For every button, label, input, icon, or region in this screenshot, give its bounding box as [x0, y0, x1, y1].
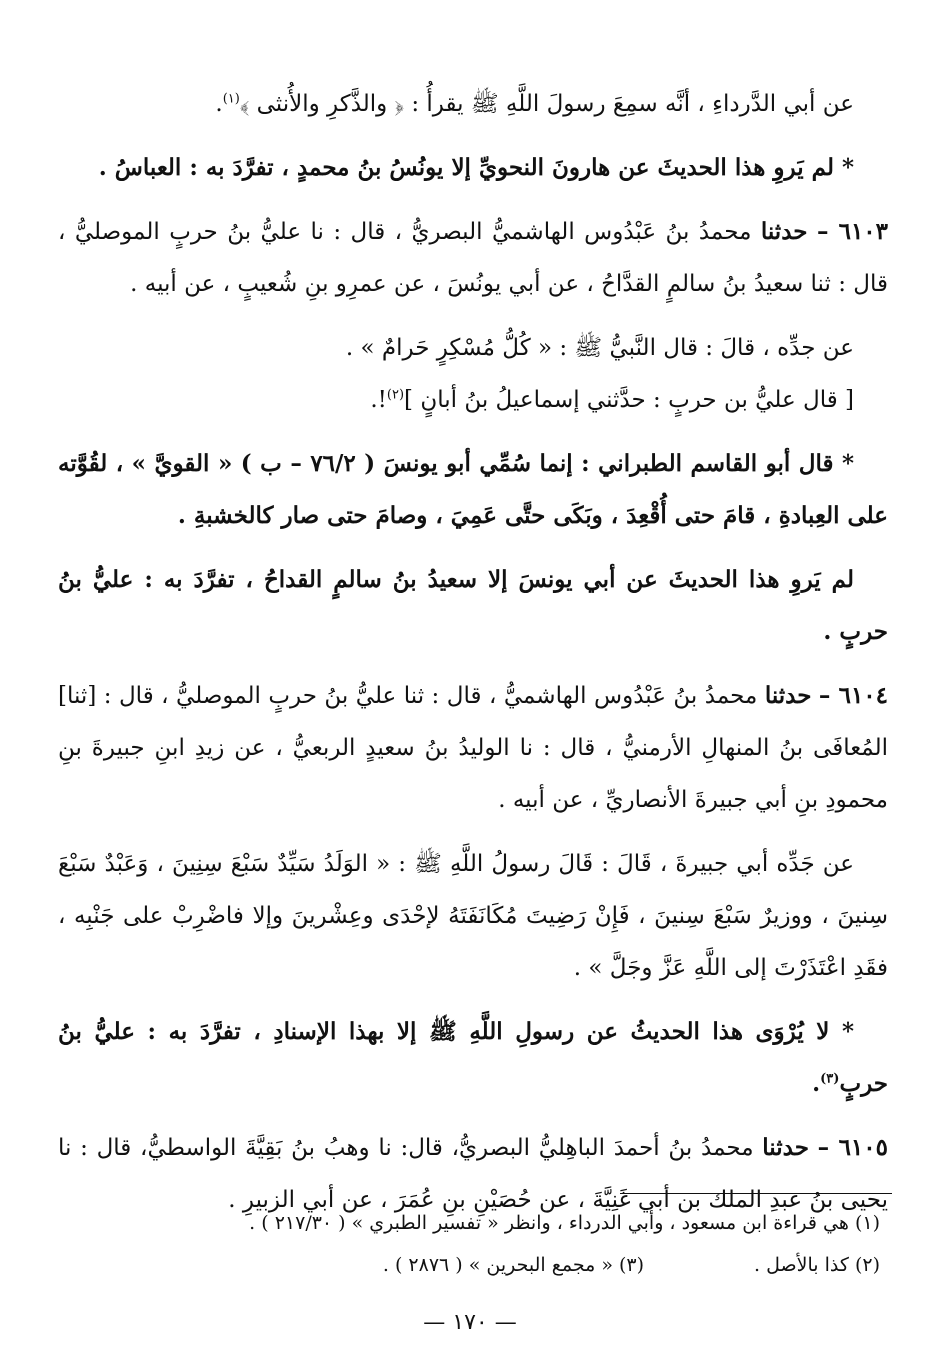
footnotes	[58, 1202, 880, 1286]
hadith-6103-text: محمدُ بنُ عَبْدُوس الهاشميُّ البصريُّ ، قال : نا عليُّ بنُ حربٍ الموصليُّ ، قال : ثنا سعيدُ بنُ سالمٍ القدَّاحُ ، عن أبي يونُسَ ، عن عمرِو بنِ شُعيبٍ ، عن أبيه .	[58, 219, 888, 297]
hadith-number: ٦١٠٥ –	[817, 1134, 888, 1161]
paragraph-9-text: عن جَدِّه أبي جبيرةَ ، قَالَ : قَالَ رسولُ اللَّهِ ﷺ : « الوَلَدُ سَيِّدٌ سَبْعَ سِنِينَ ، وَعَبْدٌ سَبْعَ سِنينَ ، ووزيرٌ سَبْعَ سِنينَ ، فَإِنْ رَضِيتَ مُكَانَفَتَهُ لإحْدَى وعِشْرينَ وإلا فاضْرِبْ على جَنْبِه ، فقَدِ اعْتَذَرْتَ إلى اللَّهِ عَزَّ وجَلَّ » .	[58, 851, 888, 981]
paragraph-1	[58, 78, 888, 130]
hadith-label: حدثنا	[760, 218, 808, 245]
footnote-row-2	[58, 1244, 880, 1286]
footnote-2: (٢) كذا بالأصل .	[754, 1254, 880, 1276]
paragraph-10	[58, 1006, 888, 1110]
paragraph-7	[58, 554, 888, 658]
paragraph-1-tail: .	[215, 91, 223, 117]
paragraph-6	[58, 438, 888, 542]
hadith-label: حدثنا	[764, 682, 812, 709]
page-body	[58, 78, 888, 1238]
paragraph-4-text: عن جدِّه ، قالَ : قال النَّبيُّ ﷺ : « كُلُّ مُسْكِرٍ حَرامٌ » .	[345, 335, 854, 361]
paragraph-4	[58, 322, 888, 374]
paragraph-6-text: * قال أبو القاسم الطبراني : إنما سُمِّي أبو يونسَ ( ٧٦/٢ – ب ) « القويَّ » ، لقُوَّته على العِبادةِ ، قامَ حتى أُقْعِدَ ، وبَكَى حتَّى عَمِيَ ، وصامَ حتى صار كالخشبةِ .	[58, 450, 888, 529]
footnote-3: (٣) « مجمع البحرين » ( ٢٨٧٦ ) .	[382, 1254, 645, 1276]
footnote-ref-2: (٢)	[386, 387, 405, 403]
footnote-divider	[620, 1193, 892, 1194]
paragraph-2-text: * لم يَروِ هذا الحديثَ عن هارونَ النحويِّ إلا يونُسُ بنُ محمدٍ ، تفرَّدَ به : العباسُ .	[98, 154, 854, 181]
footnote-ref-1: (١)	[222, 91, 240, 107]
hadith-number: ٦١٠٤ –	[818, 682, 889, 709]
hadith-label: حدثنا	[762, 1134, 809, 1161]
paragraph-5-tail: !.	[370, 387, 387, 413]
hadith-6104	[58, 670, 888, 826]
paragraph-1-text: عن أبي الدَّرداءِ ، أنَّه سمِعَ رسولَ اللَّهِ ﷺ يقرأُ : ﴿ والذَّكرِ والأُنثى ﴾	[239, 91, 854, 117]
paragraph-10-text: * لا يُرْوَى هذا الحديثُ عن رسولِ اللَّهِ ﷺ إلا بهذا الإسنادِ ، تفرَّدَ به : عليُّ بنُ حربٍ	[58, 1018, 888, 1097]
paragraph-5-text: [ قال عليُّ بن حربٍ : حدَّثني إسماعيلُ بنُ أبانٍ ]	[404, 387, 854, 413]
hadith-6103	[58, 206, 888, 310]
hadith-6105-text: محمدُ بنُ أحمدَ الباهِليُّ البصريُّ، قال: نا وهبُ بنُ بَقِيَّةَ الواسطيُّ، قال : نا يحيى بنُ عبدِ الملك بن أبي غَنِيَّةَ ، عن حُصَيْنِ بنِ عُمَرَ ، عن أبي الزبيرِ .	[58, 1135, 888, 1213]
paragraph-10-tail: .	[812, 1070, 821, 1097]
paragraph-9	[58, 838, 888, 994]
footnote-1: (١) هي قراءة ابن مسعود ، وأبي الدرداء ، وانظر « تفسير الطبري » ( ٢١٧/٣٠ ) .	[249, 1212, 880, 1234]
hadith-number: ٦١٠٣ –	[816, 218, 889, 245]
footnote-ref-3: (٣)	[820, 1071, 840, 1087]
page-number: — ١٧٠ —	[423, 1310, 517, 1335]
hadith-6104-text: محمدُ بنُ عَبْدُوس الهاشميُّ ، قال : ثنا عليُّ بنُ حربٍ الموصليُّ ، قال : [ثنا] المُعافَى بنُ المنهالِ الأرمنيُّ ، قال : نا الوليدُ بنُ سعيدٍ الربعيُّ ، عن زيدِ ابنِ جبيرةَ بنِ محمودِ بنِ أبي جبيرةَ الأنصاريِّ ، عن أبيه .	[58, 683, 888, 813]
paragraph-5	[58, 374, 888, 426]
paragraph-7-text: لم يَروِ هذا الحديثَ عن أبي يونسَ إلا سعيدُ بنُ سالمٍ القداحُ ، تفرَّدَ به : عليُّ بنُ حربٍ .	[58, 566, 888, 645]
paragraph-2	[58, 142, 888, 194]
